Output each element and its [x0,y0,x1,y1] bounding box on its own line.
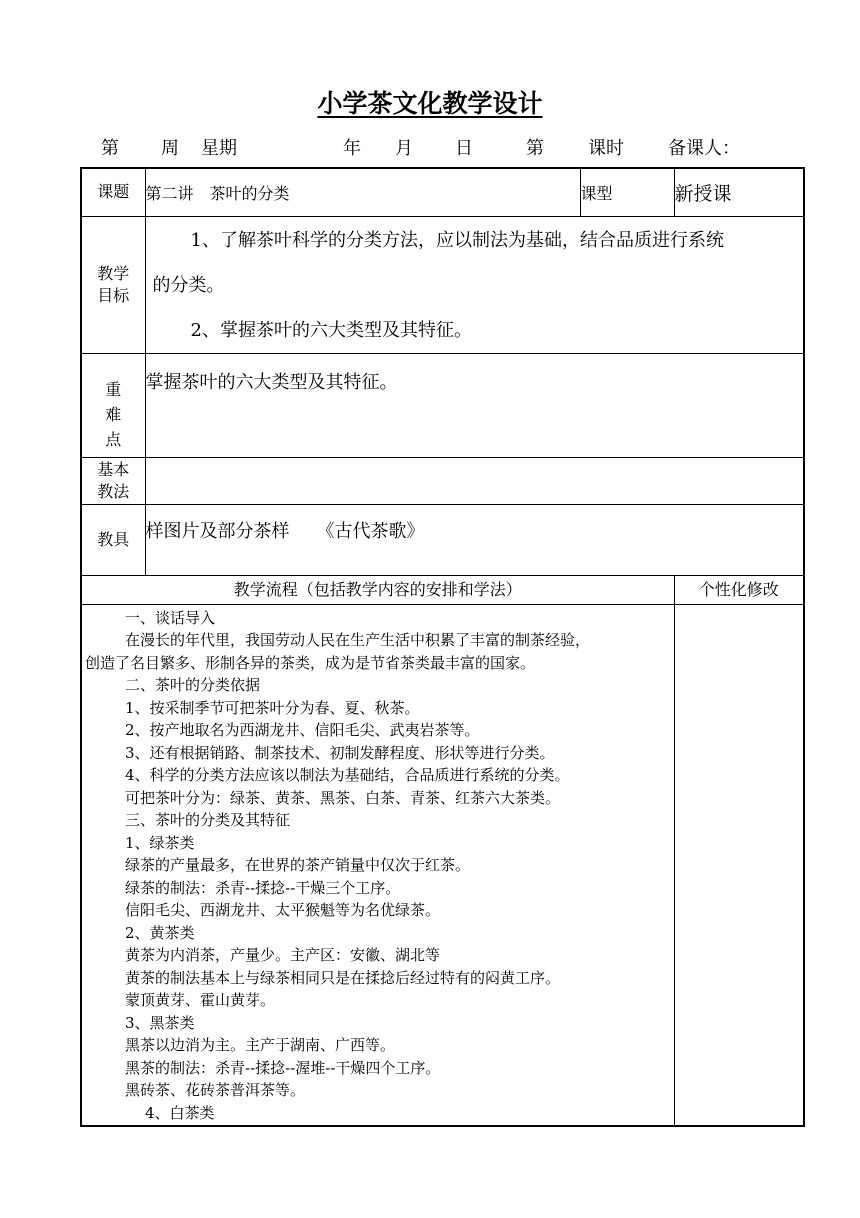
flow-line: 3、还有根据销路、制茶技术、初制发酵程度、形状等进行分类。 [125,743,555,762]
flow-line: 4、科学的分类方法应该以制法为基础结，合品质进行系统的分类。 [125,766,570,784]
header-di2: 第 [526,138,544,159]
key-label [81,353,145,457]
page-title: 小学茶文化教学设计 [317,89,543,118]
goal-1-line-1: 1、了解茶叶科学的分类方法，应以制法为基础，结合品质进行系统 [190,229,724,251]
topic-label: 课题 [81,168,145,216]
goals-label [81,216,145,353]
flow-line: 可把茶叶分为：绿茶、黄茶、黑茶、白茶、青茶、红茶六大茶类。 [125,788,561,807]
flow-line: 一、谈话导入 [125,608,216,627]
flow-lines [85,607,674,1125]
flow-line: 黑茶以边消为主。主产于湖南、广西等。 [125,1036,396,1054]
flow-line: 三、茶叶的分类及其特征 [125,811,291,829]
flow-line: 黑砖茶、花砖茶普洱茶等。 [125,1081,306,1099]
flow-line: 绿茶的制法：杀青--揉捻--干燥三个工序。 [125,878,401,897]
flow-line: 在漫长的年代里，我国劳动人民在生产生活中积累了丰富的制茶经验， [125,631,591,649]
method-label [81,457,145,504]
header-nian: 年 [343,138,361,159]
flow-line: 4、白茶类 [145,1103,215,1122]
flow-content [81,604,674,1126]
flow-line: 1、绿茶类 [125,833,195,852]
flow-line: 黑茶的制法：杀青--揉捻--渥堆--干燥四个工序。 [125,1058,441,1077]
header-xingqi: 星期 [201,138,237,159]
type-label: 课型 [580,168,674,216]
flow-side-header: 个性化修改 [674,575,804,604]
flow-line: 创造了名目繁多、形制各异的茶类，成为是节省茶类最丰富的国家。 [85,653,536,672]
flow-line: 信阳毛尖、西湖龙井、太平猴魁等为名优绿茶。 [125,901,441,919]
goals-label-line-2: 目标 [97,285,130,305]
key-label-line-1: 重 [105,379,122,399]
key-value: 掌握茶叶的六大类型及其特征。 [145,353,804,457]
flow-line: 黄茶的制法基本上与绿茶相同只是在揉捻后经过特有的闷黄工序。 [125,968,561,987]
flow-header-row [81,575,804,604]
goal-2: 2、掌握茶叶的六大类型及其特征。 [190,319,472,341]
flow-line: 1、按采制季节可把茶叶分为春、夏、秋茶。 [125,698,420,717]
method-label-line-1: 基本 [97,459,130,479]
goals-label-line-1: 教学 [97,263,130,283]
tools-value: 样图片及部分茶样 《古代茶歌》 [145,504,804,575]
type-value: 新授课 [674,168,804,216]
flow-line: 二、茶叶的分类依据 [125,676,261,694]
topic-row [81,168,804,216]
flow-header: 教学流程（包括教学内容的安排和学法） [81,575,674,604]
topic-value: 第二讲 茶叶的分类 [145,168,580,216]
flow-line: 2、黄茶类 [125,923,195,942]
tools-label: 教具 [81,504,145,575]
method-value [145,457,804,504]
key-label-line-3: 点 [105,429,122,449]
method-row [81,457,804,504]
header-zhou: 周 [161,138,179,159]
flow-row [81,604,804,1126]
flow-line: 3、黑茶类 [125,1013,195,1032]
header-di: 第 [101,138,119,159]
flow-line: 2、按产地取名为西湖龙井、信阳毛尖、武夷岩茶等。 [125,721,480,739]
key-row [81,353,804,457]
goals-content [145,216,804,353]
flow-line: 蒙顶黄芽、霍山黄芽。 [125,991,276,1009]
header-beikeren: 备课人： [668,138,740,159]
header-yue: 月 [395,138,413,159]
lesson-table [80,167,805,1127]
header-ri: 日 [455,138,473,159]
header-keshi: 课时 [588,138,624,159]
flow-side-content [674,604,804,1126]
goal-1-line-2: 的分类。 [152,274,225,296]
goals-row [81,216,804,353]
tools-row [81,504,804,575]
key-label-line-2: 难 [105,404,122,424]
method-label-line-2: 教法 [97,481,130,501]
flow-line: 绿茶的产量最多，在世界的茶产销量中仅次于红茶。 [125,856,471,874]
flow-line: 黄茶为内消茶，产量少。主产区：安徽、湖北等 [125,946,441,964]
